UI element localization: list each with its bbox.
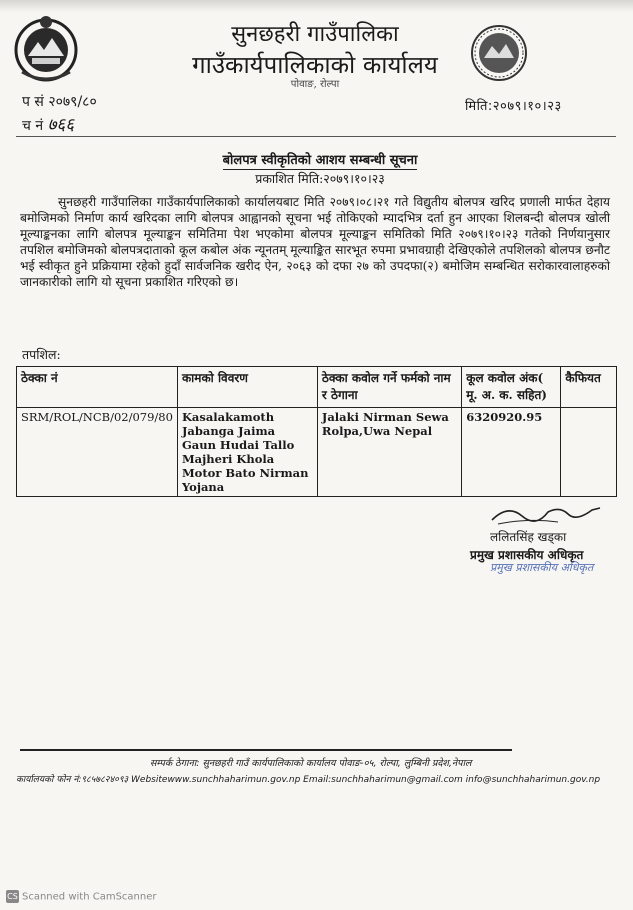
col-header-contract-no: ठेक्का नं	[17, 367, 178, 408]
footer-contact: सम्पर्क ठेगाना: सुनछहरी गाउँ कार्यपालिकाको कार्यालय पोवाङ-०५, रोल्पा, लुम्बिनी प्रदेश,नेपाल	[150, 758, 472, 769]
cn-value: ७६६	[47, 115, 75, 135]
header-date: मिति:२०७९।१०।२३	[465, 99, 562, 114]
footer-divider	[20, 749, 512, 751]
cn-label: च नं	[22, 118, 44, 134]
col-header-firm: ठेक्का कवोल गर्ने फर्मको नाम र ठेगाना	[317, 367, 461, 408]
nepal-emblem-icon	[12, 12, 80, 84]
notice-body-paragraph: सुनछहरी गाउँपालिका गाउँकार्यपालिकाको कार्यालयबाट मिति २०७९।०८।२१ गते विद्युतीय बोलपत्र खरिद प्रणाली मार्फत देहाय बमोजिमको निर्माण कार्य खरिदका लागि बोलपत्र आह्वानको सूचना भई तोकिएको म्यादभित्र दर्ता हुन आएका शिलबन्दी बोलपत्र खोली मूल्याङ्कनका लागि बोलपत्र मूल्याङ्कन समितिमा पेश भएकोमा बोलपत्र मूल्याङ्कन समितिको मिति २०७९।१०।२३ गतेको निर्णयानुसार तपशिल बमोजिमको बोलपत्रदाताको कूल कबोल अंक न्यूनतम् मूल्याङ्कित सारभूत रुपमा प्रभावग्राही देखिएकोले तपशिलको बोलपत्र छनौट भई स्वीकृत हुने प्रक्रियामा रहेको हुदाँ सार्वजनिक खरीद ऐन, २०६३ को दफा २७ को उपदफा(२) बमोजिम सम्बन्धित सरोकारवालाहरुको जानकारीको लागि यो सूचना प्रकाशित गरिएको छ।	[20, 195, 610, 289]
scan-edge	[0, 0, 633, 12]
notice-subject-text: बोलपत्र स्वीकृतिको आशय सम्बन्धी सूचना	[222, 153, 418, 168]
footer-phone-web: कार्यालयको फोन नं:९८५७८२४०९३ Websitewww.sunchhaharimun.gov.np Email:sunchhaharimun@gmail.com info@sunchhaharimun.gov.np	[16, 775, 601, 785]
official-stamp: प्रमुख प्रशासकीय अधिकृत	[490, 561, 594, 574]
cell-remarks	[561, 408, 617, 497]
header-divider	[16, 136, 616, 137]
cn-reference	[22, 112, 74, 135]
cell-description: Kasalakamoth Jabanga Jaima Gaun Hudai Tallo Majheri Khola Motor Bato Nirman Yojana	[177, 408, 317, 497]
notice-subject	[160, 150, 480, 168]
col-header-description: कामको विवरण	[177, 367, 317, 408]
office-title-line2: गाउँकार्यपालिकाको कार्यालय	[192, 51, 438, 79]
camscanner-badge: CS	[7, 892, 18, 901]
signatory-post: प्रमुख प्रशासकीय अधिकृत	[470, 548, 584, 562]
col-header-remarks: कैफियत	[561, 367, 617, 408]
camscanner-text: Scanned with CamScanner	[22, 891, 157, 903]
table-row	[17, 408, 617, 497]
ps-reference	[22, 92, 97, 111]
signatory-name: ललितसिंह खड्का	[490, 530, 567, 544]
cell-amount: 6320920.95	[462, 408, 561, 497]
cell-firm: Jalaki Nirman Sewa Rolpa,Uwa Nepal	[317, 408, 461, 497]
tapasil-label: तपशिल:	[22, 347, 61, 362]
ps-label: प सं	[22, 94, 44, 110]
bid-table	[16, 366, 617, 497]
table-header-row	[17, 367, 617, 408]
signature-scribble	[488, 500, 603, 528]
ps-value: २०७९/८०	[48, 94, 97, 110]
camscanner-watermark	[6, 890, 157, 903]
col-header-amount: कूल कवोल अंक( मू. अ. क. सहित)	[462, 367, 561, 408]
cell-contract-no: SRM/ROL/NCB/02/079/80	[17, 408, 178, 497]
published-date: प्रकाशित मिति:२०७९।१०।२३	[255, 171, 385, 186]
office-address: पोवाङ, रोल्पा	[290, 79, 340, 90]
notice-body	[20, 194, 610, 290]
office-title-line1: सुनछहरी गाउँपालिका	[231, 22, 399, 47]
